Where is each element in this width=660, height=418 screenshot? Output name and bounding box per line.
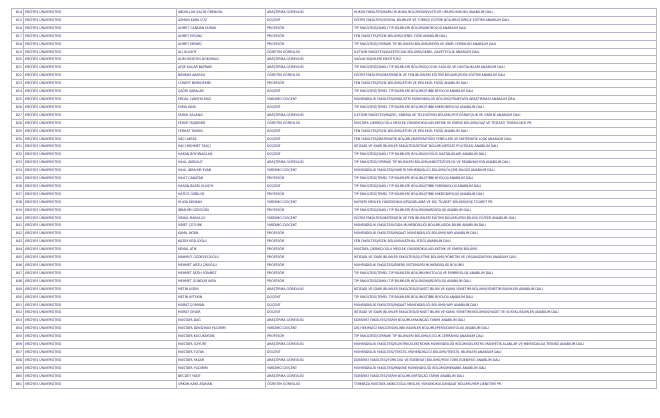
person-name-cell: İSMAİL MARULCU bbox=[177, 214, 266, 222]
row-number-cell: 819 bbox=[12, 48, 24, 56]
academic-title-cell: DOÇENT bbox=[266, 103, 353, 111]
table-row bbox=[12, 372, 657, 380]
academic-title-cell: DOÇENT bbox=[266, 293, 353, 301]
row-number-cell: 820 bbox=[12, 56, 24, 64]
university-cell: ERCİYES ÜNİVERSİTESİ bbox=[24, 95, 177, 103]
person-name-cell: KAMİL AYDIN bbox=[177, 230, 266, 238]
academic-title-cell: PROFESÖR bbox=[266, 246, 353, 254]
row-number-cell: 821 bbox=[12, 64, 24, 72]
table-row bbox=[12, 167, 657, 175]
academic-title-cell: YARDIMCI DOÇENT bbox=[266, 167, 353, 175]
row-number-cell: 847 bbox=[12, 269, 24, 277]
university-cell: ERCİYES ÜNİVERSİTESİ bbox=[24, 24, 177, 32]
table-row bbox=[12, 32, 657, 40]
person-name-cell: HALİL İBRAHİM EVAN bbox=[177, 167, 266, 175]
department-cell: MÜHENDİSLİK FAKÜLTESİ/ENERJİ SİSTEMLERİ MÜHENDİSLİĞİ BÖLÜMÜ bbox=[353, 262, 657, 270]
academic-title-cell: ARAŞTIRMA GÖREVLİSİ bbox=[266, 64, 353, 72]
department-cell: TIP FAKÜLTESİ/TEMEL TIP BİLİMLERİ BÖLÜMÜ/TIBBİ MİKROBİYOLOJİ ANABİLİM DALI bbox=[353, 190, 657, 198]
department-cell: TOMARZA MUSTAFA AKINCIOĞLU MESLEK YÜKSEKOKULU/İNŞAAT BÖLÜMÜ/YAPI DENETİMİ PR. bbox=[353, 380, 657, 388]
university-cell: ERCİYES ÜNİVERSİTESİ bbox=[24, 198, 177, 206]
row-number-cell: 852 bbox=[12, 309, 24, 317]
row-number-cell: 841 bbox=[12, 222, 24, 230]
row-number-cell: 837 bbox=[12, 190, 24, 198]
university-cell: ERCİYES ÜNİVERSİTESİ bbox=[24, 246, 177, 254]
person-name-cell: MUSTAFA YAŞAR bbox=[177, 356, 266, 364]
academic-title-cell: ARAŞTIRMA GÖREVLİSİ bbox=[266, 56, 353, 64]
table-row bbox=[12, 198, 657, 206]
table-row bbox=[12, 143, 657, 151]
university-cell: ERCİYES ÜNİVERSİTESİ bbox=[24, 230, 177, 238]
table-row bbox=[12, 325, 657, 333]
table-row bbox=[12, 222, 657, 230]
person-name-cell: HALİL AKBULUT bbox=[177, 159, 266, 167]
person-name-cell: MUSTAFA DAĞ bbox=[177, 317, 266, 325]
university-cell: ERCİYES ÜNİVERSİTESİ bbox=[24, 238, 177, 246]
university-cell: ERCİYES ÜNİVERSİTESİ bbox=[24, 356, 177, 364]
table-row bbox=[12, 309, 657, 317]
table-row bbox=[12, 285, 657, 293]
personnel-table-body bbox=[12, 9, 657, 389]
row-number-cell: 834 bbox=[12, 167, 24, 175]
person-name-cell: BAYRAM AKARSU bbox=[177, 72, 266, 80]
person-name-cell: FEHMİ TAŞDEMİR bbox=[177, 119, 266, 127]
department-cell: MÜHENDİSLİK FAKÜLTESİ/İNŞAAT MÜHENDİSLİĞİ BÖLÜMÜ/YAPI ANABİLİM DALI bbox=[353, 230, 657, 238]
table-row bbox=[12, 103, 657, 111]
person-name-cell: AHMET ERGİNÇ bbox=[177, 32, 266, 40]
department-cell: İKTİSADİ VE İDARİ BİLİMLER FAKÜLTESİ/SİYASET BİLİMİ VE KAMU YÖNETİMİ BÖLÜMÜ/YÖNETİM BİLİMLERİ ANABİLİM DALI bbox=[353, 285, 657, 293]
department-cell: SAĞLIK BİLİMLERİ ENSTİTÜSÜ bbox=[353, 56, 657, 64]
department-cell: TIP FAKÜLTESİ/TEMEL TIP BİLİMLERİ BÖLÜMÜ/TIBBİ BİYOLOJİ ANABİLİM DALI bbox=[353, 293, 657, 301]
table-row bbox=[12, 16, 657, 24]
person-name-cell: MEHMET GÜNDÜR KAYA bbox=[177, 277, 266, 285]
university-cell: ERCİYES ÜNİVERSİTESİ bbox=[24, 135, 177, 143]
academic-title-cell: DOÇENT bbox=[266, 182, 353, 190]
university-cell: ERCİYES ÜNİVERSİTESİ bbox=[24, 32, 177, 40]
university-cell: ERCİYES ÜNİVERSİTESİ bbox=[24, 151, 177, 159]
academic-title-cell: YARDIMCI DOÇENT bbox=[266, 214, 353, 222]
row-number-cell: 824 bbox=[12, 88, 24, 96]
department-cell: İKTİSADİ VE İDARİ BİLİMLER FAKÜLTESİ/SİYASET BİLİMİ VE KAMU YÖNETİMİ BÖLÜMÜ/SİYASET VE SOSYAL BİLİMLER ANABİLİM DALI bbox=[353, 309, 657, 317]
university-cell: ERCİYES ÜNİVERSİTESİ bbox=[24, 254, 177, 262]
row-number-cell: 856 bbox=[12, 341, 24, 349]
row-number-cell: 814 bbox=[12, 9, 24, 17]
department-cell: MÜHENDİSLİK FAKÜLTESİ/ELEKTRİK-ELEKTRONİK MÜHENDİSLİĞİ BÖLÜMÜ/ELEKTRO MANYETİK ALANLAR VE MİKRODALGA TEKNİĞİ ANABİLİM DALI bbox=[353, 341, 657, 349]
university-cell: ERCİYES ÜNİVERSİTESİ bbox=[24, 301, 177, 309]
person-name-cell: METİN AYDIN bbox=[177, 285, 266, 293]
table-row bbox=[12, 111, 657, 119]
department-cell: MÜHENDİSLİK FAKÜLTESİ/HARİTA MÜHENDİSLİĞİ BÖLÜMÜ/ÖLÇME BİLGİSİ ANABİLİM DALI bbox=[353, 167, 657, 175]
department-cell: İLETİŞİM FAKÜLTESİ/RADYO, SİNEMA VE TELEVİZYON BÖLÜMÜ/FOTOĞRAFÇILIK VE GRAFİK ANABİLİM DALI bbox=[353, 111, 657, 119]
table-row bbox=[12, 341, 657, 349]
row-number-cell: 858 bbox=[12, 356, 24, 364]
person-name-cell: CÜNEYT BERKDEMİR bbox=[177, 80, 266, 88]
department-cell: FEN FAKÜLTESİ/FİZİK BÖLÜMÜ/KATIHAL FİZİĞİ ANABİLİM DALI bbox=[353, 238, 657, 246]
university-cell: ERCİYES ÜNİVERSİTESİ bbox=[24, 277, 177, 285]
academic-title-cell: PROFESÖR bbox=[266, 206, 353, 214]
university-cell: ERCİYES ÜNİVERSİTESİ bbox=[24, 40, 177, 48]
table-row bbox=[12, 277, 657, 285]
university-cell: ERCİYES ÜNİVERSİTESİ bbox=[24, 56, 177, 64]
person-name-cell: AYŞE KAÇAR BAYRAM bbox=[177, 64, 266, 72]
person-name-cell: ALİ ULUSOY bbox=[177, 48, 266, 56]
person-name-cell: İSMET ÇOTURK bbox=[177, 222, 266, 230]
academic-title-cell: DOÇENT bbox=[266, 88, 353, 96]
person-name-cell: MUSTAFA TUTAK bbox=[177, 348, 266, 356]
academic-title-cell: ARAŞTIRMA GÖREVLİSİ bbox=[266, 317, 353, 325]
academic-title-cell: PROFESÖR bbox=[266, 190, 353, 198]
academic-title-cell: PROFESÖR bbox=[266, 40, 353, 48]
row-number-cell: 818 bbox=[12, 40, 24, 48]
department-cell: KAYSERİ MESLEK YÜKSEKOKULU/PAZARLAMA VE DIŞ TİCARET BÖLÜMÜ/DIŞ TİCARET PR. bbox=[353, 198, 657, 206]
academic-title-cell: DOÇENT bbox=[266, 309, 353, 317]
academic-title-cell: PROFESÖR bbox=[266, 333, 353, 341]
academic-title-cell: PROFESÖR bbox=[266, 277, 353, 285]
table-row bbox=[12, 80, 657, 88]
university-cell: ERCİYES ÜNİVERSİTESİ bbox=[24, 317, 177, 325]
department-cell: İKTİSADİ VE İDARİ BİLİMLER FAKÜLTESİ/İKTİSAT BÖLÜMÜ/İKTİSAT POLİTİKASI ANABİLİM DALI bbox=[353, 143, 657, 151]
person-name-cell: AHMET MENKÜ bbox=[177, 40, 266, 48]
row-number-cell: 829 bbox=[12, 127, 24, 135]
university-cell: ERCİYES ÜNİVERSİTESİ bbox=[24, 380, 177, 388]
academic-title-cell: ARAŞTIRMA GÖREVLİSİ bbox=[266, 9, 353, 17]
row-number-cell: 833 bbox=[12, 159, 24, 167]
row-number-cell: 850 bbox=[12, 293, 24, 301]
academic-title-cell: ÖĞRETİM GÖREVLİSİ bbox=[266, 48, 353, 56]
table-row bbox=[12, 190, 657, 198]
person-name-cell: ÇAĞRI ŞARALAR bbox=[177, 88, 266, 96]
person-name-cell: MUSTAFA KUCUKAYDIN bbox=[177, 333, 266, 341]
table-row bbox=[12, 56, 657, 64]
academic-title-cell: ARAŞTIRMA GÖREVLİSİ bbox=[266, 111, 353, 119]
row-number-cell: 825 bbox=[12, 95, 24, 103]
row-number-cell: 838 bbox=[12, 198, 24, 206]
row-number-cell: 843 bbox=[12, 238, 24, 246]
person-name-cell: MEHMET ARZU ÇİKOĞLU bbox=[177, 262, 266, 270]
table-row bbox=[12, 159, 657, 167]
academic-title-cell: ÖĞRETİM GÖREVLİSİ bbox=[266, 380, 353, 388]
department-cell: EĞİTİM FAKÜLTESİ/MATEMATİK VE FEN BİLİMLERİ EĞİTİMİ BÖLÜMÜ/FEN BİLGİSİ EĞİTİMİ ANABİLİM DALI bbox=[353, 214, 657, 222]
person-name-cell: MEHMET FATİH SÖNMEZ bbox=[177, 269, 266, 277]
row-number-cell: 861 bbox=[12, 380, 24, 388]
department-cell: EĞİTİM FAKÜLTESİ/MATEMATİK VE FEN BİLİMLERİ EĞİTİMİ BÖLÜMÜ/FİZİK EĞİTİMİ ANABİLİM DALI bbox=[353, 72, 657, 80]
university-cell: ERCİYES ÜNİVERSİTESİ bbox=[24, 127, 177, 135]
department-cell: EDEBİYAT FAKÜLTESİ/TARİH BÖLÜMÜ/YAKINÇAĞ TARİHİ ANABİLİM DALI bbox=[353, 317, 657, 325]
university-cell: ERCİYES ÜNİVERSİTESİ bbox=[24, 262, 177, 270]
table-row bbox=[12, 151, 657, 159]
academic-title-cell: PROFESÖR bbox=[266, 254, 353, 262]
row-number-cell: 835 bbox=[12, 175, 24, 183]
table-row bbox=[12, 238, 657, 246]
academic-title-cell: DOÇENT bbox=[266, 348, 353, 356]
university-cell: ERCİYES ÜNİVERSİTESİ bbox=[24, 103, 177, 111]
table-row bbox=[12, 301, 657, 309]
person-name-cell: AHMET CANDAN DURAK bbox=[177, 24, 266, 32]
department-cell: TIP FAKÜLTESİ/DAHİLİ TIP BİLİMLERİ BÖLÜMÜ/TIBBİ FARMAKOLOJİ ANABİLİM DALI bbox=[353, 182, 657, 190]
academic-title-cell: PROFESÖR bbox=[266, 230, 353, 238]
row-number-cell: 851 bbox=[12, 301, 24, 309]
table-row bbox=[12, 24, 657, 32]
department-cell: MÜHENDİSLİK FAKÜLTESİ/GIDA MÜHENDİSLİĞİ BÖLÜMÜ/GIDA BİLİMİ ANABİLİM DALI bbox=[353, 222, 657, 230]
department-cell: MUSTAFA ÇIKRIKÇIOĞLU MESLEK YÜKSEKOKULU/ELEKTRİK VE ENERJİ BÖLÜMÜ bbox=[353, 246, 657, 254]
department-cell: TIP FAKÜLTESİ/CERRAHİ TIP BİLİMLERİ BÖLÜMÜ/BEYİN VE SİNİR CERRAHİSİ ANABİLİM DALI bbox=[353, 40, 657, 48]
department-cell: FEN FAKÜLTESİ/FİZİK BÖLÜMÜ/ATOM VE MOLEKÜL FİZİĞİ ANABİLİM DALI bbox=[353, 80, 657, 88]
row-number-cell: 860 bbox=[12, 372, 24, 380]
university-cell: ERCİYES ÜNİVERSİTESİ bbox=[24, 333, 177, 341]
person-name-cell: ERDAL CANSIYILMAZ bbox=[177, 95, 266, 103]
person-name-cell: HASAN BASRİ ULUSOY bbox=[177, 182, 266, 190]
row-number-cell: 845 bbox=[12, 254, 24, 262]
academic-title-cell: ÖĞRETİM GÖREVLİSİ bbox=[266, 119, 353, 127]
person-name-cell: ESMA KAYA bbox=[177, 103, 266, 111]
university-cell: ERCİYES ÜNİVERSİTESİ bbox=[24, 16, 177, 24]
university-cell: ERCİYES ÜNİVERSİTESİ bbox=[24, 309, 177, 317]
row-number-cell: 817 bbox=[12, 32, 24, 40]
table-row bbox=[12, 88, 657, 96]
department-cell: TIP FAKÜLTESİ/TEMEL TIP BİLİMLERİ BÖLÜMÜ/TIBBİ MİKROBİYOLOJİ ANABİLİM DALI bbox=[353, 103, 657, 111]
department-cell: TIP FAKÜLTESİ/TEMEL TIP BİLİMLERİ BÖLÜMÜ/TIBBİ BİYOLOJİ ANABİLİM DALI bbox=[353, 88, 657, 96]
academic-title-cell: PROFESÖR bbox=[266, 80, 353, 88]
academic-title-cell: DOÇENT bbox=[266, 143, 353, 151]
university-cell: ERCİYES ÜNİVERSİTESİ bbox=[24, 143, 177, 151]
row-number-cell: 849 bbox=[12, 285, 24, 293]
department-cell: HUKUK FAKÜLTESİ/KAMU HUKUKU BÖLÜMÜ/DEVLETLER UMUMİ HUKUKU ANABİLİM DALI bbox=[353, 9, 657, 17]
academic-title-cell: DOÇENT bbox=[266, 301, 353, 309]
department-cell: EDEBİYAT FAKÜLTESİ/TÜRK DİLİ VE EDEBİYATI BÖLÜMÜ/YENİ TÜRK EDEBİYATI ANABİLİM DALI bbox=[353, 356, 657, 364]
academic-title-cell: PROFESÖR bbox=[266, 269, 353, 277]
university-cell: ERCİYES ÜNİVERSİTESİ bbox=[24, 111, 177, 119]
university-cell: ERCİYES ÜNİVERSİTESİ bbox=[24, 372, 177, 380]
department-cell: DİŞ HEKİMLİĞİ FAKÜLTESİ/KLİNİK BİLİMLER BÖLÜMÜ/PERİODONTOLOJİ ANABİLİM DALI bbox=[353, 325, 657, 333]
person-name-cell: MUSTAFA YILDIRIM bbox=[177, 364, 266, 372]
row-number-cell: 857 bbox=[12, 348, 24, 356]
person-name-cell: FARUK ASLANCI bbox=[177, 111, 266, 119]
department-cell: EDEBİYAT FAKÜLTESİ/TARİH BÖLÜMÜ/ORTAÇAĞ TARİHİ ANABİLİM DALI bbox=[353, 372, 657, 380]
table-row bbox=[12, 293, 657, 301]
academic-title-cell: PROFESÖR bbox=[266, 24, 353, 32]
table-row bbox=[12, 206, 657, 214]
department-cell: MUSTAFA ÇIKRIKÇIOĞLU MESLEK YÜKSEKOKULU/ELEKTRİK VE ENERJİ BÖLÜMÜ/GAZ VE TESİSATI TEKNOLOJİSİ PR. bbox=[353, 119, 657, 127]
academic-title-cell: YARDIMCI DOÇENT bbox=[266, 325, 353, 333]
table-row bbox=[12, 175, 657, 183]
table-row bbox=[12, 127, 657, 135]
table-row bbox=[12, 317, 657, 325]
academic-title-cell: ARAŞTIRMA GÖREVLİSİ bbox=[266, 372, 353, 380]
table-row bbox=[12, 48, 657, 56]
person-name-cell: HALİT CANATAN bbox=[177, 175, 266, 183]
table-row bbox=[12, 254, 657, 262]
row-number-cell: 853 bbox=[12, 317, 24, 325]
academic-title-cell: DOÇENT bbox=[266, 135, 353, 143]
university-cell: ERCİYES ÜNİVERSİTESİ bbox=[24, 214, 177, 222]
academic-title-cell: ARAŞTIRMA GÖREVLİSİ bbox=[266, 356, 353, 364]
university-cell: ERCİYES ÜNİVERSİTESİ bbox=[24, 9, 177, 17]
person-name-cell: MURAT ÇORMAN bbox=[177, 301, 266, 309]
row-number-cell: 827 bbox=[12, 111, 24, 119]
university-cell: ERCİYES ÜNİVERSİTESİ bbox=[24, 167, 177, 175]
row-number-cell: 859 bbox=[12, 364, 24, 372]
department-cell: MÜHENDİSLİK FAKÜLTESİ/İNŞAAT MÜHENDİSLİĞİ BÖLÜMÜ/YAPI ANABİLİM DALI bbox=[353, 301, 657, 309]
department-cell: TIP FAKÜLTESİ/CERRAHİ TIP BİLİMLERİ BÖLÜMÜ/ÇOCUK CERRAHİSİ ANABİLİM DALI bbox=[353, 333, 657, 341]
department-cell: İKTİSADİ VE İDARİ BİLİMLER FAKÜLTESİ/İŞLETME BÖLÜMÜ/YÖNETİM VE ORGANİZASYON ANABİLİM DALI bbox=[353, 254, 657, 262]
table-row bbox=[12, 64, 657, 72]
university-cell: ERCİYES ÜNİVERSİTESİ bbox=[24, 119, 177, 127]
academic-title-cell: ÖĞRETİM GÖREVLİSİ bbox=[266, 72, 353, 80]
university-cell: ERCİYES ÜNİVERSİTESİ bbox=[24, 348, 177, 356]
table-row bbox=[12, 135, 657, 143]
department-cell: TIP FAKÜLTESİ/DAHİLİ TIP BİLİMLERİ BÖLÜMÜ/ÇOCUK SAĞLIĞI VE HASTALIKLARI ANABİLİM DALI bbox=[353, 64, 657, 72]
table-row bbox=[12, 380, 657, 388]
university-cell: ERCİYES ÜNİVERSİTESİ bbox=[24, 64, 177, 72]
university-cell: ERCİYES ÜNİVERSİTESİ bbox=[24, 325, 177, 333]
department-cell: İLETİŞİM FAKÜLTESİ/GAZETECİLİK BÖLÜMÜ/GENEL GAZETECİLİK ANABİLİM DALI bbox=[353, 48, 657, 56]
table-row bbox=[12, 182, 657, 190]
academic-title-cell: YARDIMCI DOÇENT bbox=[266, 364, 353, 372]
person-name-cell: MAHMUT ÖZDEVECİOĞLU bbox=[177, 254, 266, 262]
table-row bbox=[12, 119, 657, 127]
personnel-table bbox=[11, 8, 657, 389]
person-name-cell: İBRAHİM ÖZDOĞRU bbox=[177, 206, 266, 214]
person-name-cell: AZMAN KARA CÜZ bbox=[177, 16, 266, 24]
academic-title-cell: PROFESÖR bbox=[266, 262, 353, 270]
person-name-cell: HACI AKTAŞ bbox=[177, 135, 266, 143]
academic-title-cell: PROFESÖR bbox=[266, 238, 353, 246]
row-number-cell: 839 bbox=[12, 206, 24, 214]
university-cell: ERCİYES ÜNİVERSİTESİ bbox=[24, 364, 177, 372]
person-name-cell: ALİM HÜSEYİN DOKUMACI bbox=[177, 56, 266, 64]
university-cell: ERCİYES ÜNİVERSİTESİ bbox=[24, 175, 177, 183]
person-name-cell: FERHAT TASKIN bbox=[177, 127, 266, 135]
row-number-cell: 836 bbox=[12, 182, 24, 190]
department-cell: MÜHENDİSLİK FAKÜLTESİ/TEKSTİL MÜHENDİSLİĞİ BÖLÜMÜ/TEKSTİL BİLİMLERİ ANABİLİM DALI bbox=[353, 348, 657, 356]
department-cell: FEN FAKÜLTESİ/MATEMATİK BÖLÜMÜ/MATEMATİĞİN TEMELLERİ VE MATEMATİK LOJİK ANABİLİM DALI bbox=[353, 135, 657, 143]
academic-title-cell: ARAŞTIRMA GÖREVLİSİ bbox=[266, 285, 353, 293]
row-number-cell: 826 bbox=[12, 103, 24, 111]
university-cell: ERCİYES ÜNİVERSİTESİ bbox=[24, 341, 177, 349]
row-number-cell: 815 bbox=[12, 16, 24, 24]
department-cell: MÜHENDİSLİK FAKÜLTESİ/MAKİNE MÜHENDİSLİĞİ BÖLÜMÜ/MEKANİK ANABİLİM DALI bbox=[353, 364, 657, 372]
department-cell: TIP FAKÜLTESİ/TEMEL TIP BİLİMLERİ BÖLÜMÜ/TIBBİ BİYOLOJİ ANABİLİM DALI bbox=[353, 175, 657, 183]
department-cell: MÜHENDİSLİK FAKÜLTESİ/ENDÜSTRİ MÜHENDİSLİĞİ BÖLÜMÜ/YÖNEYLEM ARAŞTIRMASI ANABİLİM DALI bbox=[353, 95, 657, 103]
department-cell: TIP FAKÜLTESİ/DAHİLİ TIP BİLİMLERİ BÖLÜMÜ/KARDİYOLOJİ ANABİLİM DALI bbox=[353, 206, 657, 214]
table-row bbox=[12, 356, 657, 364]
person-name-cell: KEMAL ATİK bbox=[177, 246, 266, 254]
department-cell: FEN FAKÜLTESİ/FİZİK BÖLÜMÜ/ATOM VE MOLEKÜL FİZİĞİ ANABİLİM DALI bbox=[353, 127, 657, 135]
person-name-cell: MUSTAFA DENİZHAN YILDIRIM bbox=[177, 325, 266, 333]
university-cell: ERCİYES ÜNİVERSİTESİ bbox=[24, 293, 177, 301]
academic-title-cell: ARAŞTIRMA GÖREVLİSİ bbox=[266, 341, 353, 349]
row-number-cell: 848 bbox=[12, 277, 24, 285]
person-name-cell: HATİCE ÖZBİLGE bbox=[177, 190, 266, 198]
university-cell: ERCİYES ÜNİVERSİTESİ bbox=[24, 80, 177, 88]
row-number-cell: 822 bbox=[12, 72, 24, 80]
department-cell: TIP FAKÜLTESİ/CERRAHİ TIP BİLİMLERİ BÖLÜMÜ/ANESTEZİYOLOJİ VE REANİMASYON ANABİLİM DALI bbox=[353, 159, 657, 167]
department-cell: TIP FAKÜLTESİ/TEMEL TIP BİLİMLERİ BÖLÜMÜ/HİSTOLOJİ VE EMBRİYOLOJİ ANABİLİM DALI bbox=[353, 269, 657, 277]
academic-title-cell: YARDIMCI DOÇENT bbox=[266, 222, 353, 230]
university-cell: ERCİYES ÜNİVERSİTESİ bbox=[24, 159, 177, 167]
table-row bbox=[12, 40, 657, 48]
university-cell: ERCİYES ÜNİVERSİTESİ bbox=[24, 285, 177, 293]
department-cell: FEN FAKÜLTESİ/FİZİK BÖLÜMÜ/GENEL FİZİK ANABİLİM DALI bbox=[353, 32, 657, 40]
person-name-cell: NECDET YAŞIT bbox=[177, 372, 266, 380]
row-number-cell: 842 bbox=[12, 230, 24, 238]
academic-title-cell: DOÇENT bbox=[266, 151, 353, 159]
table-row bbox=[12, 348, 657, 356]
academic-title-cell: YARDIMCI DOÇENT bbox=[266, 198, 353, 206]
department-cell: TIP FAKÜLTESİ/DAHİLİ TIP BİLİMLERİ BÖLÜMÜ/GÖĞÜS HASTALIKLARI ANABİLİM DALI bbox=[353, 151, 657, 159]
person-name-cell: ORKUN KAYA ATAHAN bbox=[177, 380, 266, 388]
table-row bbox=[12, 9, 657, 17]
row-number-cell: 855 bbox=[12, 333, 24, 341]
table-row bbox=[12, 230, 657, 238]
table-row bbox=[12, 262, 657, 270]
university-cell: ERCİYES ÜNİVERSİTESİ bbox=[24, 190, 177, 198]
academic-title-cell: PROFESÖR bbox=[266, 32, 353, 40]
row-number-cell: 831 bbox=[12, 143, 24, 151]
person-name-cell: MUSTAFA ÖZYURT bbox=[177, 341, 266, 349]
row-number-cell: 828 bbox=[12, 119, 24, 127]
academic-title-cell: DOÇENT bbox=[266, 16, 353, 24]
table-row bbox=[12, 333, 657, 341]
university-cell: ERCİYES ÜNİVERSİTESİ bbox=[24, 48, 177, 56]
person-name-cell: HÜLYA DİKMAN bbox=[177, 198, 266, 206]
table-row bbox=[12, 95, 657, 103]
table-row bbox=[12, 214, 657, 222]
row-number-cell: 840 bbox=[12, 214, 24, 222]
row-number-cell: 832 bbox=[12, 151, 24, 159]
academic-title-cell: ARAŞTIRMA GÖREVLİSİ bbox=[266, 159, 353, 167]
row-number-cell: 846 bbox=[12, 262, 24, 270]
department-cell: TIP FAKÜLTESİ/DAHİLİ TIP BİLİMLERİ BÖLÜMÜ/NÖROLOJİ ANABİLİM DALI bbox=[353, 24, 657, 32]
university-cell: ERCİYES ÜNİVERSİTESİ bbox=[24, 206, 177, 214]
table-row bbox=[12, 72, 657, 80]
row-number-cell: 844 bbox=[12, 246, 24, 254]
person-name-cell: ABDULLAH SACİD ÖRENGÜL bbox=[177, 9, 266, 17]
university-cell: ERCİYES ÜNİVERSİTESİ bbox=[24, 88, 177, 96]
row-number-cell: 830 bbox=[12, 135, 24, 143]
university-cell: ERCİYES ÜNİVERSİTESİ bbox=[24, 269, 177, 277]
university-cell: ERCİYES ÜNİVERSİTESİ bbox=[24, 72, 177, 80]
row-number-cell: 823 bbox=[12, 80, 24, 88]
person-name-cell: METİN AYTEKİN bbox=[177, 293, 266, 301]
department-cell: TIP FAKÜLTESİ/DAHİLİ TIP BİLİMLERİ BÖLÜMÜ/KARDİYOLOJİ ANABİLİM DALI bbox=[353, 277, 657, 285]
university-cell: ERCİYES ÜNİVERSİTESİ bbox=[24, 222, 177, 230]
table-row bbox=[12, 269, 657, 277]
person-name-cell: HACI MEHMET TAŞÇI bbox=[177, 143, 266, 151]
academic-title-cell: DOÇENT bbox=[266, 127, 353, 135]
row-number-cell: 816 bbox=[12, 24, 24, 32]
academic-title-cell: YARDIMCI DOÇENT bbox=[266, 95, 353, 103]
university-cell: ERCİYES ÜNİVERSİTESİ bbox=[24, 182, 177, 190]
table-row bbox=[12, 364, 657, 372]
person-name-cell: MURAT SEVER bbox=[177, 309, 266, 317]
person-name-cell: HAKAN BOYUNAĞLAN bbox=[177, 151, 266, 159]
row-number-cell: 854 bbox=[12, 325, 24, 333]
department-cell: EĞİTİM FAKÜLTESİ/SOSYAL BİLİMLER VE TÜRKÇE EĞİTİMİ BÖLÜMÜ/TÜRKÇE EĞİTİMİ ANABİLİM DALI bbox=[353, 16, 657, 24]
table-row bbox=[12, 246, 657, 254]
academic-title-cell: PROFESÖR bbox=[266, 175, 353, 183]
person-name-cell: KAZIM KEŞLİOĞLU bbox=[177, 238, 266, 246]
